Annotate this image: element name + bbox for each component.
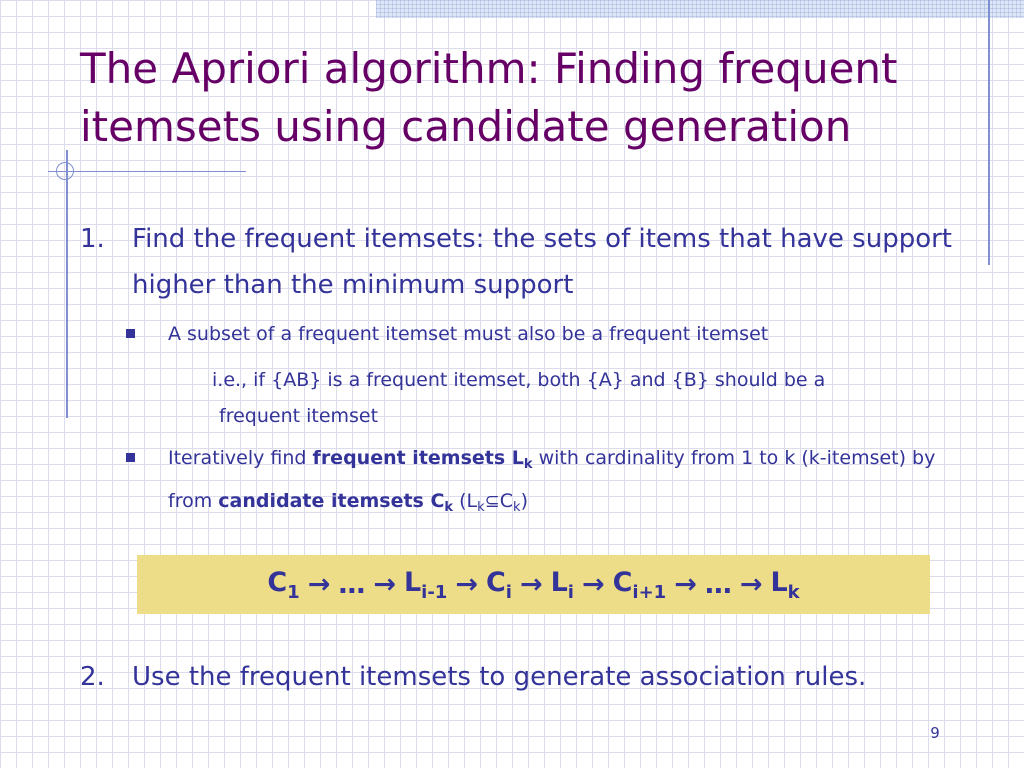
page-number: 9 <box>930 724 940 742</box>
arrow-icon: → <box>519 569 543 600</box>
arrow-icon: → <box>674 569 697 600</box>
square-bullet-icon <box>126 329 135 338</box>
slide-title <box>80 40 980 156</box>
candidate-flow-box <box>137 555 930 614</box>
top-decorative-band <box>376 0 1024 18</box>
flow-l-i-minus-1: $L_{i-1}$ <box>403 566 448 603</box>
flow-l-i: $L_i$ <box>550 566 574 603</box>
item-1-text: Find the frequent itemsets: the sets of items that have support higher than the minimum support <box>132 224 953 300</box>
bullet-iterative-find <box>126 440 946 526</box>
crosshair-circle-ornament <box>56 162 74 180</box>
bullet-1-text: A subset of a frequent itemset must also be a frequent itemset <box>168 323 769 345</box>
flow-c-i: $C_i$ <box>485 566 512 603</box>
arrow-icon: → <box>739 569 763 600</box>
arrow-icon: → <box>373 569 396 600</box>
bullet-subset-property <box>126 316 946 352</box>
left-vertical-rule <box>66 150 68 418</box>
right-vertical-rule <box>988 0 990 265</box>
arrow-icon: → <box>581 569 605 600</box>
bullet-2-bold-frequent: frequent itemsets $L_k$ <box>312 447 533 472</box>
arrow-icon: → <box>455 569 478 600</box>
item-1-number: 1. <box>80 224 105 254</box>
example-line-2: frequent itemset <box>219 405 379 427</box>
subset-symbol: ⊆ <box>484 491 500 512</box>
example-text <box>212 362 972 434</box>
item-2-number: 2. <box>80 662 105 692</box>
item-2-text: Use the frequent itemsets to generate association rules. <box>132 662 867 692</box>
example-line-1: i.e., if {AB} is a frequent itemset, both {A} and {B} should be a <box>212 369 826 391</box>
square-bullet-icon <box>126 453 135 462</box>
bullet-2-bold-candidate: candidate itemsets $C_k$ <box>218 490 454 515</box>
flow-ellipsis: … <box>338 569 366 600</box>
title-line-2: itemsets using candidate generation <box>80 102 852 151</box>
bullet-2-paren: $(L_k⊆C_k)$ <box>453 490 528 515</box>
numbered-item-2 <box>80 654 1000 700</box>
numbered-item-1 <box>80 216 980 308</box>
arrow-icon: → <box>307 569 331 600</box>
bullet-2-lead: Iteratively find <box>168 447 313 469</box>
flow-ellipsis: … <box>704 569 732 600</box>
flow-l-k: $L_k$ <box>770 566 800 603</box>
title-line-1: The Apriori algorithm: Finding frequent <box>80 44 898 93</box>
title-underline-rule <box>48 171 246 172</box>
flow-c1: $C_1$ <box>267 566 300 603</box>
flow-c-i-plus-1: $C_{i+1}$ <box>612 566 667 603</box>
bullet-2-mid: with cardinality from 1 to k (k-itemset) by from <box>168 447 936 512</box>
